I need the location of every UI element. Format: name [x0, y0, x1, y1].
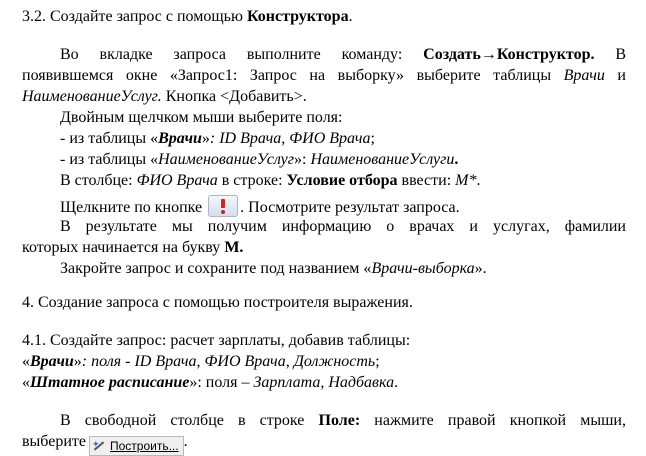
text: « [22, 353, 30, 370]
field-list: Зарплата, Надбавка [253, 374, 395, 391]
section-number: 3.2. [22, 8, 46, 25]
text: появившемся окне «Запрос1: Запрос на выборку» выберите таблицы [22, 67, 564, 84]
text: ; [370, 130, 375, 147]
text: В результате мы получим информацию о врачах и услугах, фамилии [60, 218, 626, 235]
p1-line-3 [22, 86, 646, 107]
text: : поля - [81, 353, 135, 370]
p2-line-4 [60, 170, 646, 191]
text: Во вкладке запроса выполните команду: [60, 46, 424, 63]
section-4-heading [22, 292, 646, 313]
row-name: Поле: [318, 412, 361, 429]
text: - из таблицы « [60, 151, 159, 168]
field-name: НаименованиеУслуги [310, 151, 455, 168]
text: выберите [22, 433, 86, 450]
heading-bold-term: Конструктора [246, 8, 349, 25]
command-name: Создать→Конструктор. [423, 46, 595, 63]
text: . [476, 172, 481, 189]
text: ; [375, 353, 380, 370]
table-name: НаименованиеУслуг. [22, 88, 162, 105]
text: Щелкните по кнопке [60, 199, 207, 216]
field-list: ID Врача, ФИО Врача, Должность [134, 353, 376, 370]
text: В столбце: [60, 172, 137, 189]
text: . [454, 151, 459, 168]
p5-line-1 [60, 410, 626, 431]
p1-line-2 [22, 65, 626, 86]
heading-text: Создайте запрос с помощью [46, 8, 247, 25]
text: Двойным щелчком мыши выберите поля: [60, 109, 343, 126]
text: . Посмотрите результат запроса. [240, 199, 460, 216]
row-name: Условие отбора [286, 172, 398, 189]
text: Закройте запрос и сохраните под названием « [60, 260, 372, 277]
p2-line-2 [60, 128, 646, 149]
text: »: [294, 151, 311, 168]
p1-line-1 [60, 44, 626, 65]
field-list: : ID Врача, ФИО Врача [209, 130, 371, 147]
text: « [22, 374, 30, 391]
letter: М. [224, 239, 244, 256]
exclamation-run-icon [208, 195, 238, 217]
text: ввести: [397, 172, 456, 189]
p3-line-4 [60, 258, 646, 279]
section-3-2-heading [22, 6, 646, 27]
table-name: Врачи [563, 67, 605, 84]
table-name: НаименованиеУслуг [158, 151, 295, 168]
s41-line-2 [22, 351, 646, 372]
build-button-label: Построить... [110, 439, 179, 453]
p3-line-3 [22, 237, 646, 258]
table-name: Врачи [158, 130, 202, 147]
text: В [594, 46, 626, 63]
text: - из таблицы « [60, 130, 159, 147]
text: нажмите правой кнопкой мыши, [360, 412, 626, 429]
text: Кнопка <Добавить>. [161, 88, 307, 105]
p3-line-2 [60, 216, 626, 237]
s41-line-1 [22, 330, 646, 351]
text: В свободной столбце в строке [60, 412, 319, 429]
text: » [201, 130, 210, 147]
table-name: Врачи [30, 353, 74, 370]
text: которых начинается на букву [22, 239, 225, 256]
text: . [394, 374, 399, 391]
criteria-value: М* [455, 172, 477, 189]
text: » [73, 353, 82, 370]
magic-wand-icon [92, 439, 106, 453]
text: . [183, 433, 188, 450]
p2-line-3 [60, 149, 646, 170]
text: 4.1. Создайте запрос: расчет зарплаты, добавив таблицы: [22, 332, 411, 349]
p3-line-1 [60, 195, 646, 218]
query-name: Врачи-выборка [371, 260, 475, 277]
s41-line-3 [22, 372, 646, 393]
heading-period: . [348, 8, 353, 25]
p5-line-2 [22, 431, 646, 456]
build-expression-button[interactable] [89, 436, 184, 456]
text: и [604, 67, 626, 84]
text: 4. Создание запроса с помощью построителя выражения. [22, 294, 413, 311]
column-name: ФИО Врача [136, 172, 218, 189]
text: в строке: [217, 172, 287, 189]
table-name: Штатное расписание [30, 374, 190, 391]
text: ». [474, 260, 487, 277]
p2-line-1 [60, 107, 646, 128]
text: »: поля – [189, 374, 254, 391]
